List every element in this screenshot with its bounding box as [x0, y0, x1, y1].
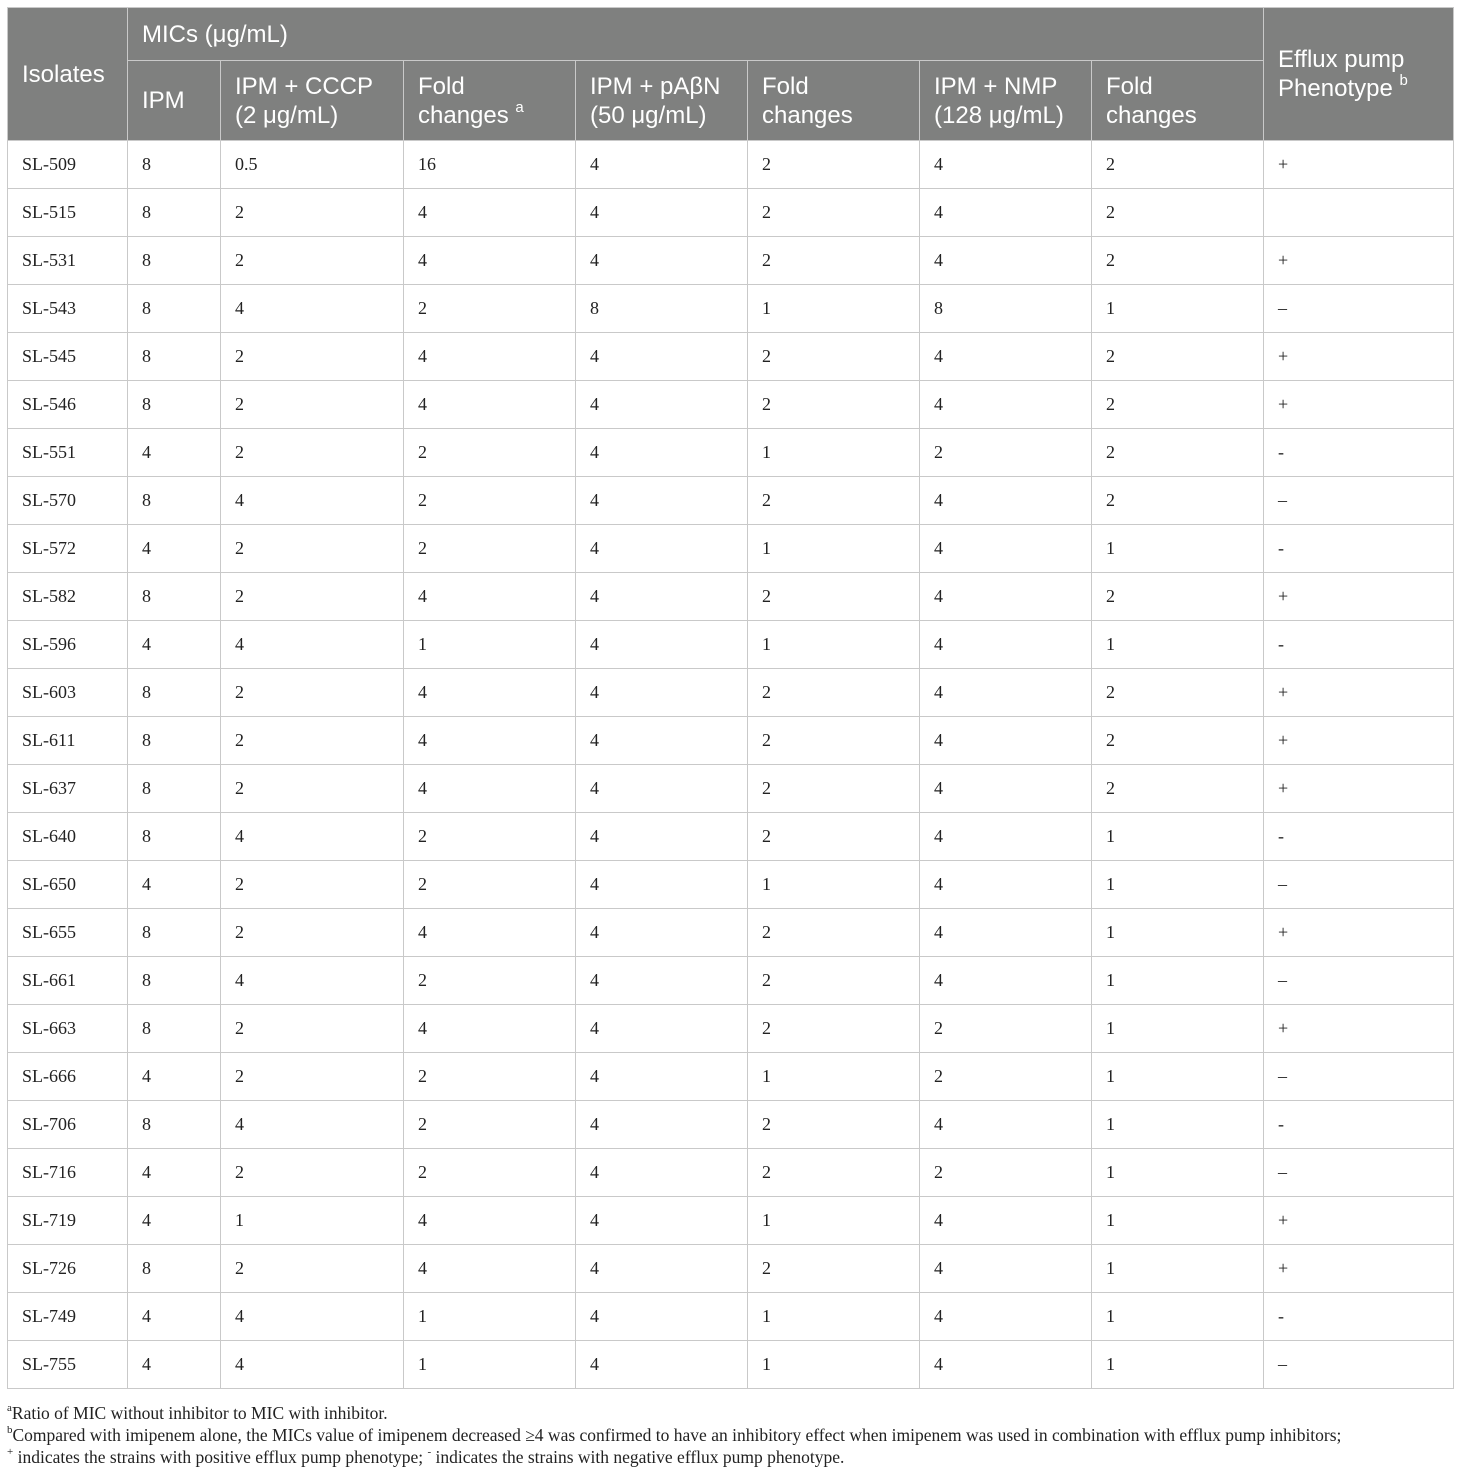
ipm-nmp-header: IPM + NMP (128 μg/mL): [920, 61, 1092, 141]
table-row: [8, 1341, 1454, 1389]
table-row: [8, 1245, 1454, 1293]
efflux-phenotype-cell: -: [1264, 429, 1454, 477]
ipm-nmp-cell: 4: [920, 669, 1092, 717]
fold-nmp-cell: 2: [1092, 141, 1264, 189]
fold-changes-cccp-header: Fold changes $^a$: [404, 61, 576, 141]
efflux-phenotype-cell: +: [1264, 669, 1454, 717]
fold-cccp-cell: 2: [404, 1101, 576, 1149]
fold-nmp-cell: 1: [1092, 1197, 1264, 1245]
ipm-pabn-cell: 4: [576, 1149, 748, 1197]
ipm-pabn-cell: 4: [576, 957, 748, 1005]
fold-pabn-cell: 2: [748, 381, 920, 429]
ipm-pabn-cell: 4: [576, 333, 748, 381]
fold-nmp-cell: 2: [1092, 189, 1264, 237]
efflux-phenotype-cell: –: [1264, 1149, 1454, 1197]
fold-cccp-cell: 4: [404, 333, 576, 381]
ipm-cccp-cell: 2: [221, 237, 404, 285]
ipm-cell: 8: [128, 909, 221, 957]
table-row: [8, 189, 1454, 237]
efflux-phenotype-cell: +: [1264, 1245, 1454, 1293]
table-row: [8, 813, 1454, 861]
efflux-phenotype-cell: -: [1264, 621, 1454, 669]
ipm-cell: 4: [128, 1341, 221, 1389]
fold-pabn-cell: 2: [748, 765, 920, 813]
fold-cccp-cell: 4: [404, 573, 576, 621]
table-container: [7, 7, 1453, 1389]
fold-nmp-cell: 1: [1092, 285, 1264, 333]
fold-pabn-cell: 2: [748, 717, 920, 765]
fold-changes-nmp-header: Fold changes: [1092, 61, 1264, 141]
fold-cccp-cell: 4: [404, 1005, 576, 1053]
ipm-pabn-cell: 4: [576, 909, 748, 957]
fold-nmp-cell: 1: [1092, 1245, 1264, 1293]
ipm-nmp-cell: 4: [920, 1341, 1092, 1389]
ipm-cccp-cell: 2: [221, 1005, 404, 1053]
isolate-cell: SL-749: [8, 1293, 128, 1341]
ipm-nmp-cell: 2: [920, 1149, 1092, 1197]
fold-pabn-cell: 2: [748, 189, 920, 237]
fold-nmp-cell: 2: [1092, 573, 1264, 621]
fold-nmp-cell: 2: [1092, 237, 1264, 285]
table-row: [8, 957, 1454, 1005]
footnotes: [7, 1402, 1453, 1468]
fold-cccp-cell: 2: [404, 813, 576, 861]
ipm-cccp-cell: 4: [221, 957, 404, 1005]
ipm-nmp-cell: 4: [920, 765, 1092, 813]
fold-cccp-cell: 2: [404, 285, 576, 333]
efflux-phenotype-cell: -: [1264, 525, 1454, 573]
fold-nmp-cell: 2: [1092, 333, 1264, 381]
ipm-cccp-cell: 2: [221, 861, 404, 909]
ipm-nmp-cell: 4: [920, 189, 1092, 237]
ipm-cccp-cell: 2: [221, 669, 404, 717]
ipm-cell: 8: [128, 1245, 221, 1293]
fold-cccp-cell: 2: [404, 1053, 576, 1101]
ipm-cccp-cell: 2: [221, 909, 404, 957]
efflux-phenotype-cell: –: [1264, 861, 1454, 909]
table-row: [8, 285, 1454, 333]
isolate-cell: SL-719: [8, 1197, 128, 1245]
fold-cccp-cell: 1: [404, 1293, 576, 1341]
efflux-phenotype-cell: +: [1264, 333, 1454, 381]
efflux-phenotype-cell: +: [1264, 765, 1454, 813]
fold-nmp-cell: 2: [1092, 717, 1264, 765]
isolate-cell: SL-545: [8, 333, 128, 381]
efflux-phenotype-cell: -: [1264, 1293, 1454, 1341]
table-row: [8, 141, 1454, 189]
isolate-cell: SL-611: [8, 717, 128, 765]
fold-pabn-cell: 2: [748, 477, 920, 525]
ipm-nmp-cell: 4: [920, 237, 1092, 285]
ipm-cccp-cell: 4: [221, 813, 404, 861]
ipm-pabn-cell: 4: [576, 381, 748, 429]
efflux-phenotype-cell: +: [1264, 237, 1454, 285]
ipm-nmp-cell: 4: [920, 909, 1092, 957]
ipm-pabn-cell: 4: [576, 189, 748, 237]
fold-nmp-cell: 1: [1092, 957, 1264, 1005]
ipm-nmp-cell: 4: [920, 333, 1092, 381]
ipm-cell: 8: [128, 141, 221, 189]
table-row: [8, 765, 1454, 813]
isolate-cell: SL-716: [8, 1149, 128, 1197]
fold-nmp-cell: 1: [1092, 813, 1264, 861]
fold-nmp-cell: 1: [1092, 909, 1264, 957]
ipm-cell: 4: [128, 1149, 221, 1197]
fold-nmp-cell: 1: [1092, 861, 1264, 909]
efflux-phenotype-cell: +: [1264, 717, 1454, 765]
fold-cccp-cell: 4: [404, 1197, 576, 1245]
fold-pabn-cell: 1: [748, 1341, 920, 1389]
table-row: [8, 381, 1454, 429]
ipm-nmp-cell: 2: [920, 1005, 1092, 1053]
fold-nmp-cell: 1: [1092, 525, 1264, 573]
ipm-cccp-cell: 4: [221, 1293, 404, 1341]
fold-nmp-cell: 1: [1092, 1053, 1264, 1101]
fold-pabn-cell: 1: [748, 1293, 920, 1341]
ipm-pabn-cell: 4: [576, 669, 748, 717]
fold-cccp-cell: 4: [404, 237, 576, 285]
efflux-phenotype-cell: [1264, 189, 1454, 237]
ipm-cell: 8: [128, 477, 221, 525]
fold-cccp-cell: 2: [404, 1149, 576, 1197]
ipm-cell: 8: [128, 573, 221, 621]
fold-cccp-cell: 1: [404, 1341, 576, 1389]
ipm-pabn-cell: 4: [576, 1341, 748, 1389]
table-row: [8, 1053, 1454, 1101]
efflux-phenotype-cell: -: [1264, 1101, 1454, 1149]
ipm-cccp-cell: 4: [221, 621, 404, 669]
table-row: [8, 1293, 1454, 1341]
fold-pabn-cell: 1: [748, 1053, 920, 1101]
ipm-cccp-cell: 1: [221, 1197, 404, 1245]
ipm-nmp-cell: 4: [920, 1245, 1092, 1293]
ipm-nmp-cell: 4: [920, 1197, 1092, 1245]
table-row: [8, 333, 1454, 381]
ipm-cccp-cell: 2: [221, 429, 404, 477]
ipm-nmp-cell: 4: [920, 525, 1092, 573]
fold-cccp-cell: 4: [404, 189, 576, 237]
fold-nmp-cell: 2: [1092, 669, 1264, 717]
ipm-pabn-cell: 4: [576, 1053, 748, 1101]
isolate-cell: SL-637: [8, 765, 128, 813]
fold-pabn-cell: 1: [748, 429, 920, 477]
ipm-nmp-cell: 4: [920, 1101, 1092, 1149]
ipm-cccp-cell: 2: [221, 525, 404, 573]
fold-cccp-cell: 4: [404, 1245, 576, 1293]
fold-cccp-cell: 4: [404, 909, 576, 957]
ipm-cccp-cell: 0.5: [221, 141, 404, 189]
fold-cccp-cell: 4: [404, 717, 576, 765]
table-row: [8, 669, 1454, 717]
efflux-phenotype-header: Efflux pump Phenotype $^b$: [1264, 8, 1454, 141]
ipm-cell: 4: [128, 861, 221, 909]
isolate-cell: SL-596: [8, 621, 128, 669]
ipm-cccp-cell: 2: [221, 1053, 404, 1101]
fold-pabn-cell: 2: [748, 573, 920, 621]
ipm-cell: 4: [128, 1053, 221, 1101]
isolate-cell: SL-543: [8, 285, 128, 333]
table-header: [8, 8, 1454, 141]
ipm-header: IPM: [128, 61, 221, 141]
ipm-pabn-cell: 4: [576, 765, 748, 813]
mics-group-header: MICs (μg/mL): [128, 8, 1264, 61]
ipm-nmp-cell: 4: [920, 957, 1092, 1005]
fold-pabn-cell: 2: [748, 909, 920, 957]
ipm-cccp-cell: 2: [221, 717, 404, 765]
ipm-nmp-cell: 4: [920, 861, 1092, 909]
table-row: [8, 1197, 1454, 1245]
ipm-cccp-header: IPM + CCCP (2 μg/mL): [221, 61, 404, 141]
fold-cccp-cell: 2: [404, 429, 576, 477]
efflux-phenotype-cell: –: [1264, 285, 1454, 333]
ipm-cccp-cell: 2: [221, 1245, 404, 1293]
ipm-cccp-cell: 2: [221, 381, 404, 429]
fold-pabn-cell: 1: [748, 285, 920, 333]
fold-cccp-cell: 2: [404, 861, 576, 909]
ipm-cell: 8: [128, 237, 221, 285]
fold-pabn-cell: 2: [748, 669, 920, 717]
fold-nmp-cell: 2: [1092, 477, 1264, 525]
efflux-phenotype-cell: +: [1264, 1005, 1454, 1053]
ipm-nmp-cell: 8: [920, 285, 1092, 333]
table-row: [8, 1101, 1454, 1149]
fold-pabn-cell: 1: [748, 525, 920, 573]
isolates-header: Isolates: [8, 8, 128, 141]
fold-pabn-cell: 2: [748, 141, 920, 189]
ipm-cccp-cell: 4: [221, 1101, 404, 1149]
ipm-cccp-cell: 2: [221, 333, 404, 381]
ipm-cell: 8: [128, 381, 221, 429]
ipm-cell: 4: [128, 621, 221, 669]
ipm-cell: 8: [128, 1101, 221, 1149]
table-row: [8, 525, 1454, 573]
fold-pabn-cell: 1: [748, 861, 920, 909]
fold-pabn-cell: 2: [748, 1149, 920, 1197]
isolate-cell: SL-726: [8, 1245, 128, 1293]
isolate-cell: SL-706: [8, 1101, 128, 1149]
efflux-phenotype-cell: –: [1264, 957, 1454, 1005]
table-row: [8, 861, 1454, 909]
fold-pabn-cell: 2: [748, 1005, 920, 1053]
table-row: [8, 573, 1454, 621]
isolate-cell: SL-509: [8, 141, 128, 189]
isolate-cell: SL-755: [8, 1341, 128, 1389]
isolate-cell: SL-655: [8, 909, 128, 957]
ipm-pabn-cell: 4: [576, 573, 748, 621]
ipm-cccp-cell: 4: [221, 285, 404, 333]
footnote-legend: + indicates the strains with positive efflux pump phenotype; - indicates the strains with negative efflux pump phenotype.: [7, 1446, 845, 1467]
ipm-nmp-cell: 4: [920, 717, 1092, 765]
efflux-phenotype-cell: +: [1264, 573, 1454, 621]
fold-nmp-cell: 2: [1092, 429, 1264, 477]
ipm-pabn-cell: 4: [576, 1197, 748, 1245]
fold-nmp-cell: 1: [1092, 1101, 1264, 1149]
ipm-cccp-cell: 2: [221, 1149, 404, 1197]
efflux-phenotype-cell: –: [1264, 1341, 1454, 1389]
ipm-pabn-cell: 4: [576, 477, 748, 525]
fold-cccp-cell: 4: [404, 381, 576, 429]
table-row: [8, 237, 1454, 285]
table-body: [8, 141, 1454, 1389]
fold-cccp-cell: 2: [404, 477, 576, 525]
fold-nmp-cell: 1: [1092, 1005, 1264, 1053]
ipm-cccp-cell: 4: [221, 477, 404, 525]
ipm-cccp-cell: 2: [221, 765, 404, 813]
ipm-cccp-cell: 2: [221, 573, 404, 621]
fold-pabn-cell: 2: [748, 957, 920, 1005]
efflux-phenotype-cell: +: [1264, 909, 1454, 957]
fold-pabn-cell: 1: [748, 1197, 920, 1245]
table-row: [8, 1005, 1454, 1053]
ipm-cccp-cell: 2: [221, 189, 404, 237]
ipm-nmp-cell: 4: [920, 477, 1092, 525]
ipm-cell: 8: [128, 717, 221, 765]
ipm-cell: 4: [128, 429, 221, 477]
isolate-cell: SL-570: [8, 477, 128, 525]
ipm-pabn-cell: 4: [576, 1005, 748, 1053]
table-row: [8, 429, 1454, 477]
ipm-cell: 8: [128, 765, 221, 813]
ipm-cell: 8: [128, 333, 221, 381]
ipm-cell: 8: [128, 189, 221, 237]
ipm-nmp-cell: 4: [920, 381, 1092, 429]
ipm-pabn-cell: 4: [576, 429, 748, 477]
ipm-nmp-cell: 4: [920, 141, 1092, 189]
fold-nmp-cell: 1: [1092, 621, 1264, 669]
efflux-phenotype-cell: +: [1264, 381, 1454, 429]
ipm-nmp-cell: 2: [920, 1053, 1092, 1101]
isolate-cell: SL-515: [8, 189, 128, 237]
ipm-pabn-cell: 4: [576, 813, 748, 861]
ipm-cccp-cell: 4: [221, 1341, 404, 1389]
fold-pabn-cell: 2: [748, 813, 920, 861]
ipm-pabn-cell: 4: [576, 525, 748, 573]
footnote-b: $^b$Compared with imipenem alone, the MICs value of imipenem decreased ≥4 was confirmed to have an inhibitory effect when imipenem was used in combination with efflux pump inhibitors;: [7, 1424, 1342, 1445]
fold-pabn-cell: 1: [748, 621, 920, 669]
isolate-cell: SL-546: [8, 381, 128, 429]
table-row: [8, 1149, 1454, 1197]
ipm-pabn-header: IPM + pAβN (50 μg/mL): [576, 61, 748, 141]
isolate-cell: SL-531: [8, 237, 128, 285]
fold-cccp-cell: 2: [404, 525, 576, 573]
fold-nmp-cell: 1: [1092, 1149, 1264, 1197]
fold-cccp-cell: 4: [404, 765, 576, 813]
ipm-cell: 8: [128, 669, 221, 717]
ipm-cell: 4: [128, 525, 221, 573]
isolate-cell: SL-663: [8, 1005, 128, 1053]
fold-nmp-cell: 2: [1092, 765, 1264, 813]
isolate-cell: SL-551: [8, 429, 128, 477]
ipm-pabn-cell: 8: [576, 285, 748, 333]
table-row: [8, 717, 1454, 765]
isolate-cell: SL-661: [8, 957, 128, 1005]
ipm-pabn-cell: 4: [576, 237, 748, 285]
fold-cccp-cell: 4: [404, 669, 576, 717]
isolate-cell: SL-666: [8, 1053, 128, 1101]
efflux-phenotype-cell: +: [1264, 1197, 1454, 1245]
efflux-phenotype-cell: -: [1264, 813, 1454, 861]
footnote-a: $^a$Ratio of MIC without inhibitor to MIC with inhibitor.: [7, 1402, 388, 1423]
ipm-nmp-cell: 4: [920, 621, 1092, 669]
fold-nmp-cell: 2: [1092, 381, 1264, 429]
fold-pabn-cell: 2: [748, 237, 920, 285]
isolate-cell: SL-582: [8, 573, 128, 621]
fold-nmp-cell: 1: [1092, 1293, 1264, 1341]
ipm-pabn-cell: 4: [576, 1101, 748, 1149]
isolate-cell: SL-572: [8, 525, 128, 573]
fold-cccp-cell: 2: [404, 957, 576, 1005]
fold-pabn-cell: 2: [748, 333, 920, 381]
ipm-nmp-cell: 2: [920, 429, 1092, 477]
efflux-phenotype-cell: –: [1264, 477, 1454, 525]
ipm-cell: 4: [128, 1197, 221, 1245]
efflux-phenotype-cell: –: [1264, 1053, 1454, 1101]
ipm-cell: 8: [128, 1005, 221, 1053]
ipm-pabn-cell: 4: [576, 717, 748, 765]
ipm-pabn-cell: 4: [576, 141, 748, 189]
ipm-cell: 4: [128, 1293, 221, 1341]
ipm-nmp-cell: 4: [920, 573, 1092, 621]
fold-pabn-cell: 2: [748, 1245, 920, 1293]
efflux-phenotype-cell: +: [1264, 141, 1454, 189]
isolate-cell: SL-640: [8, 813, 128, 861]
fold-cccp-cell: 1: [404, 621, 576, 669]
isolate-cell: SL-650: [8, 861, 128, 909]
ipm-nmp-cell: 4: [920, 1293, 1092, 1341]
ipm-cell: 8: [128, 957, 221, 1005]
ipm-nmp-cell: 4: [920, 813, 1092, 861]
ipm-pabn-cell: 4: [576, 861, 748, 909]
table-row: [8, 909, 1454, 957]
mic-table: [7, 7, 1454, 1389]
table-row: [8, 477, 1454, 525]
ipm-cell: 8: [128, 813, 221, 861]
table-row: [8, 621, 1454, 669]
fold-cccp-cell: 16: [404, 141, 576, 189]
isolate-cell: SL-603: [8, 669, 128, 717]
ipm-cell: 8: [128, 285, 221, 333]
ipm-pabn-cell: 4: [576, 1293, 748, 1341]
ipm-pabn-cell: 4: [576, 1245, 748, 1293]
fold-nmp-cell: 1: [1092, 1341, 1264, 1389]
fold-changes-pabn-header: Fold changes: [748, 61, 920, 141]
ipm-pabn-cell: 4: [576, 621, 748, 669]
fold-pabn-cell: 2: [748, 1101, 920, 1149]
